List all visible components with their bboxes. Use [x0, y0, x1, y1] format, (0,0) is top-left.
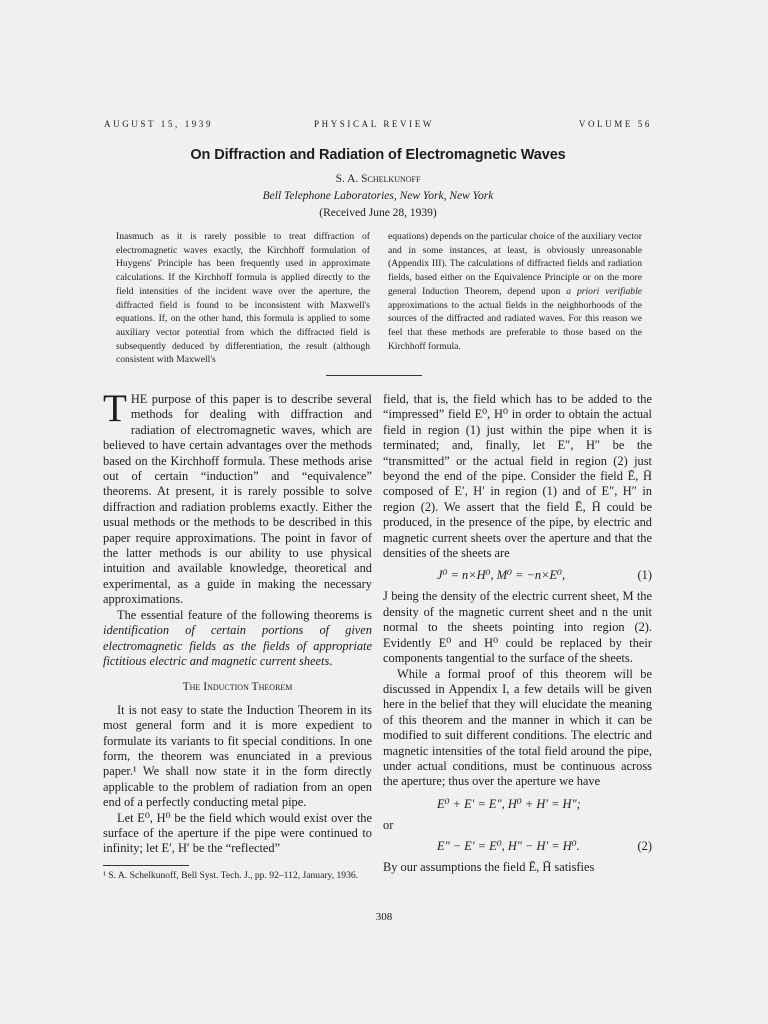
- footnote-rule: [103, 865, 189, 866]
- article-body: [103, 387, 652, 882]
- paragraph-2b: .: [329, 653, 333, 668]
- author-affiliation: Bell Telephone Laboratories, New York, New York: [262, 190, 494, 202]
- paragraph-j-density: J being the density of the electric current sheet, M the density of the magnetic current sheet and n the unit normal to the sheets pointing into region (2). Evidently E⁰ and H⁰ could be replaced by their components tangential to the surface of the sheets.: [383, 589, 652, 666]
- page-number: 308: [375, 911, 393, 923]
- equation-1-text: J⁰ = n×H⁰, M⁰ = −n×E⁰,: [437, 568, 566, 583]
- paragraph-2a: The essential feature of the following theorems is: [117, 607, 372, 622]
- paragraph-intro-text: HE purpose of this paper is to describe several methods for dealing with diffraction and radiation of electromagnetic waves, which are believed to have certain advantages over the methods based on the Kirchhoff formula. These methods arise out of certain “induction” and “equivalence” theorems. At present, it is rarely possible to solve diffraction and radiation problems exactly. Either the usual methods or the methods to be described in this paper require approximations. The point in favor of the latter methods is our ability to use physical intuition and available knowledge, theoretical and experimental, as a guide in making the necessary approximations.: [103, 392, 372, 607]
- equation-1-number: (1): [637, 568, 652, 583]
- abstract-column-right: [388, 230, 642, 367]
- body-column-left: [103, 387, 372, 882]
- equation-2a: [383, 793, 652, 815]
- paragraph-formal-proof: While a formal proof of this theorem will be discussed in Appendix I, a few details will be given here in the belief that they will elucidate the meaning of this theorem and the manner in which it can be modified to suit different conditions. The electric and magnetic intensities of the total field around the pipe, under actual conditions, must be continuous across the aperture; thus over the aperture we have: [383, 666, 652, 789]
- author-block: [104, 171, 652, 222]
- paragraph-let: Let E⁰, H⁰ be the field which would exist over the surface of the aperture if the pipe were continued to infinity; let E′, H′ be the “reflected”: [103, 810, 372, 856]
- abstract-text-2b: approximations to the actual fields in the neighborhoods of the sources of the diffracted and radiated waves. For this reason we feel that these methods are preferable to those based on the Kirchhoff formula.: [388, 299, 642, 352]
- abstract-text-1: Inasmuch as it is rarely possible to treat diffraction of electromagnetic waves exactly, the Kirchhoff formulation of Huygens' Principle has been frequently used in approximate calculations. If the Kirchhoff formula is applied directly to the field intensities of the incident wave over the aperture, the diffracted field is found to be inconsistent with Maxwell's equations. If, on the other hand, this formula is applied to some auxiliary vector potential from which the diffracted field is subsequently deduced by differentiation, the result (although consistent with Maxwell's: [116, 231, 370, 366]
- section-heading: [103, 679, 372, 694]
- section-heading-text: The Induction Theorem: [182, 680, 293, 694]
- paragraph-2-italic: identification of certain portions of given electromagnetic fields as the fields of appropriate fictitious electric and magnetic current sheets: [103, 623, 372, 668]
- footnote: ¹ S. A. Schelkunoff, Bell Syst. Tech. J., pp. 92–112, January, 1936.: [103, 869, 359, 881]
- author-name: S. A. Schelkunoff: [335, 173, 421, 185]
- abstract-italic-phrase: a priori verifiable: [566, 285, 643, 297]
- section-divider: [326, 375, 422, 376]
- abstract-text-2a: equations) depends on the particular choice of the auxiliary vector and in some instances, at least, is obviously unreasonable (Appendix III). The calculations of diffracted fields and radiation fields, based either on the Equivalence Principle or on the more general Induction Theorem, depend upon: [388, 231, 642, 297]
- drop-cap: T: [103, 387, 127, 430]
- equation-2-number: (2): [637, 838, 652, 853]
- running-head-volume: VOLUME 56: [578, 119, 652, 129]
- abstract: [116, 230, 642, 367]
- paper-title: On Diffraction and Radiation of Electromagnetic Waves: [190, 147, 566, 163]
- equation-2b-text: E″ − E′ = E⁰, H″ − H′ = H⁰.: [437, 838, 580, 853]
- paragraph-induction: It is not easy to state the Induction Theorem in its most general form and it is more expedient to formulate its variants to fit special conditions. In one form, the theorem was enunciated in a previous paper.¹ We shall now state it in the form directly applicable to the problem of radiation from an open end of a perfectly conducting metal pipe.: [103, 702, 372, 810]
- received-date: (Received June 28, 1939): [319, 207, 437, 219]
- paragraph-field: field, that is, the field which has to be added to the “impressed” field E⁰, H⁰ in order to obtain the actual field in region (1) just within the pipe when it is terminated; and, finally, let E″, H″ be the “transmitted” or the actual field in region (2) just beyond the end of the pipe. Consider the field Ē, H̄ composed of E′, H′ in region (1) and of E″, H″ in region (2). We assert that the field Ē, H̄ could be produced, in the presence of the pipe, by electric and magnetic current sheets over the aperture and that the densities of the sheets are: [383, 392, 652, 561]
- equation-2a-text: E⁰ + E′ = E″, H⁰ + H′ = H″;: [437, 796, 581, 811]
- equation-1: [383, 564, 652, 586]
- abstract-column-left: [116, 230, 370, 367]
- paragraph-assumptions: By our assumptions the field Ē, H̄ satisfies: [383, 859, 595, 874]
- abstract-text-2: [388, 230, 642, 353]
- body-column-right: [383, 392, 652, 882]
- equation-or: or: [383, 817, 394, 832]
- paragraph-intro: [103, 387, 372, 608]
- paragraph-essential-feature: [103, 608, 372, 670]
- running-head-journal: PHYSICAL REVIEW: [314, 119, 434, 129]
- equation-2b: [383, 835, 652, 857]
- running-head-date: AUGUST 15, 1939: [104, 119, 214, 129]
